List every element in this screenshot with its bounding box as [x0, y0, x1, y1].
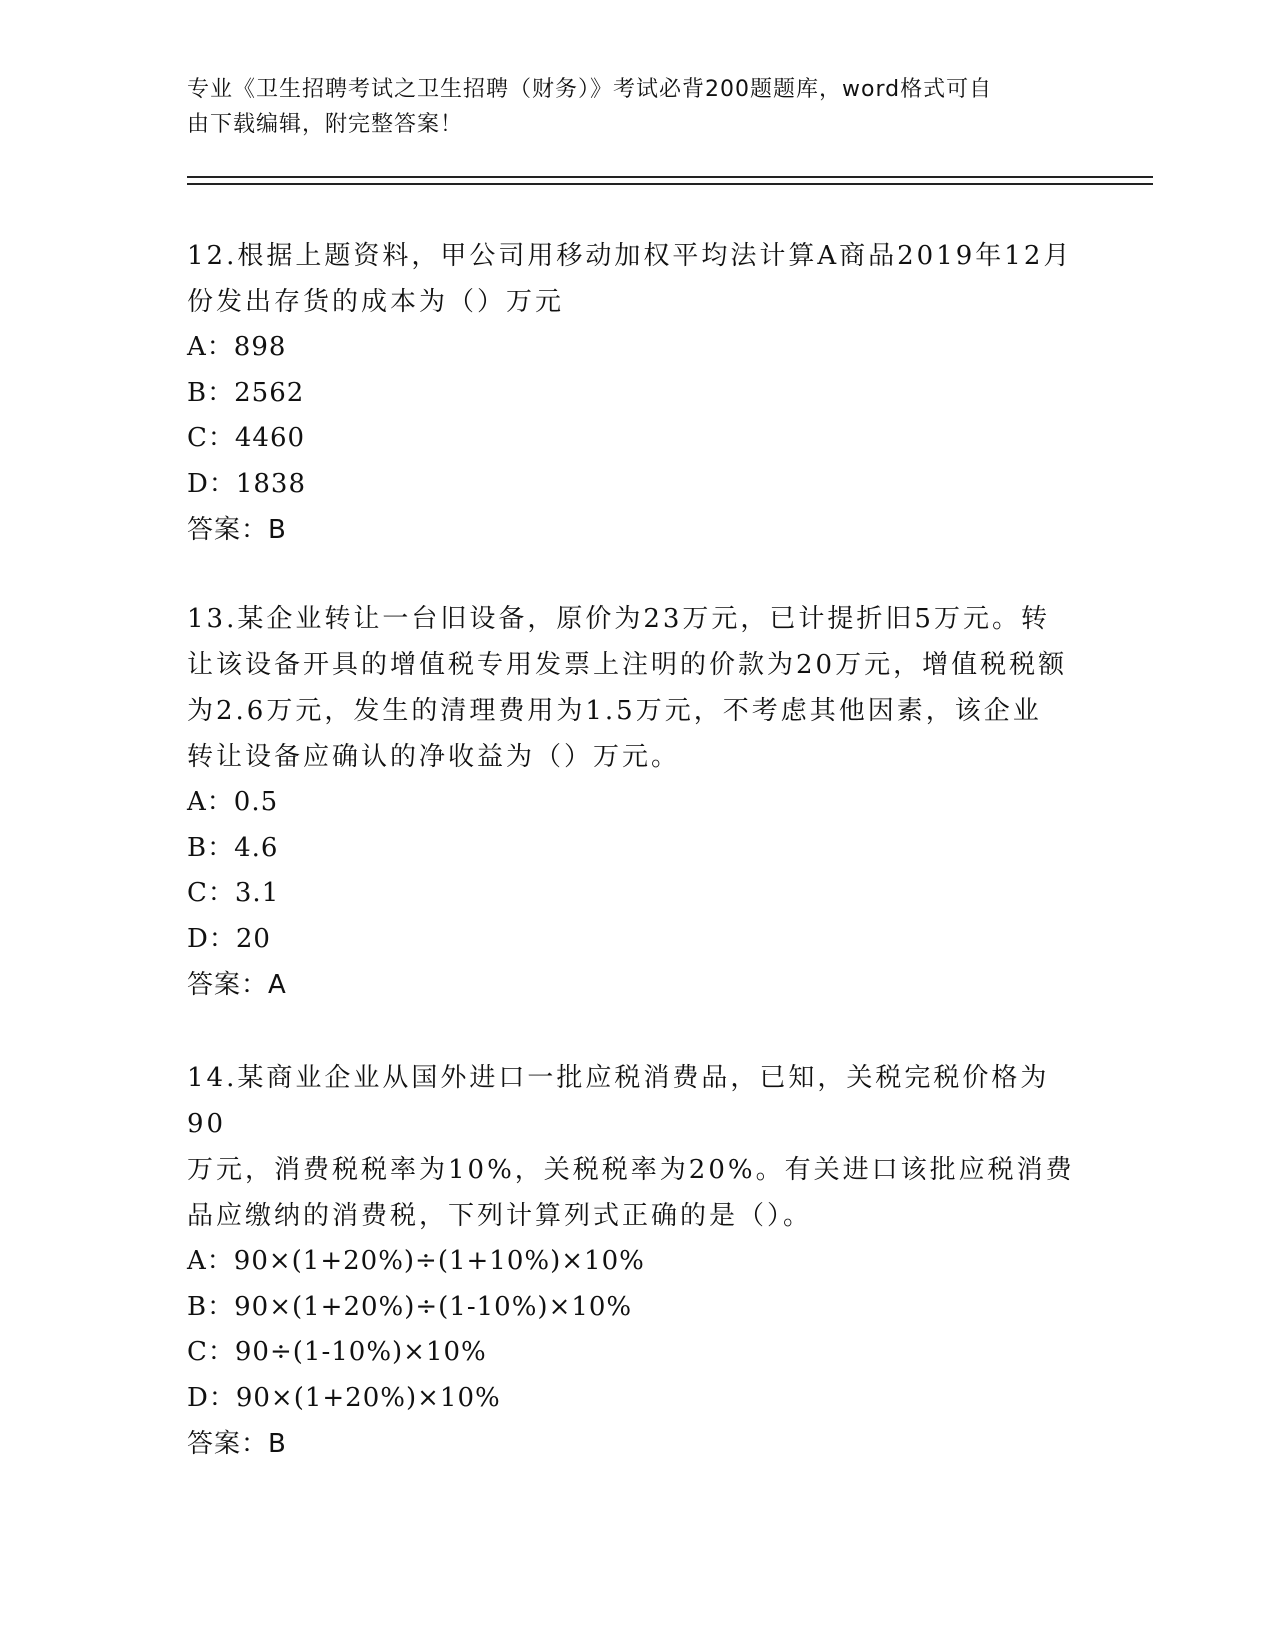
answer-label: 答案：B	[187, 1429, 287, 1459]
question-stem-line: 14.某商业企业从国外进口一批应税消费品，已知，关税完税价格为90	[187, 1063, 1050, 1139]
question-stem-line: 份发出存货的成本为（）万元	[187, 287, 565, 317]
option-b: B：4.6	[187, 832, 279, 863]
option-a: A：898	[187, 332, 287, 362]
option-c: C：3.1	[187, 878, 280, 908]
question-stem-line: 万元，消费税税率为10%，关税税率为20%。有关进口该批应税消费	[187, 1155, 1075, 1185]
answer-label: 答案：A	[187, 970, 287, 1000]
question-stem-line: 为2.6万元，发生的清理费用为1.5万元，不考虑其他因素，该企业	[187, 696, 1042, 726]
option-b: B：90×(1+20%)÷(1-10%)×10%	[187, 1291, 633, 1322]
header-line-2: 由下载编辑，附完整答案！	[187, 112, 464, 137]
question-12	[187, 233, 1077, 553]
question-stem-line: 让该设备开具的增值税专用发票上注明的价款为20万元，增值税税额	[187, 650, 1068, 680]
header-line-1: 专业《卫生招聘考试之卫生招聘（财务）》考试必背200题题库，word格式可自	[187, 77, 993, 102]
header-divider-top	[187, 176, 1153, 178]
option-b: B：2562	[187, 377, 305, 408]
question-stem-line: 12.根据上题资料，甲公司用移动加权平均法计算A商品2019年12月	[187, 241, 1073, 271]
option-d: D：20	[187, 923, 271, 954]
question-stem-line: 转让设备应确认的净收益为（）万元。	[187, 742, 681, 772]
option-d: D：90×(1+20%)×10%	[187, 1382, 501, 1413]
option-a: A：90×(1+20%)÷(1+10%)×10%	[187, 1246, 645, 1276]
option-c: C：90÷(1-10%)×10%	[187, 1337, 487, 1367]
question-14	[187, 1055, 1077, 1467]
answer-label: 答案：B	[187, 515, 287, 545]
option-a: A：0.5	[187, 787, 279, 817]
option-d: D：1838	[187, 468, 307, 499]
header-divider-bottom	[187, 183, 1153, 185]
question-stem-line: 品应缴纳的消费税，下列计算列式正确的是（）。	[187, 1201, 813, 1231]
document-header	[187, 72, 1087, 142]
question-stem-line: 13.某企业转让一台旧设备，原价为23万元，已计提折旧5万元。转	[187, 604, 1050, 634]
option-c: C：4460	[187, 423, 306, 453]
question-13	[187, 596, 1077, 1008]
